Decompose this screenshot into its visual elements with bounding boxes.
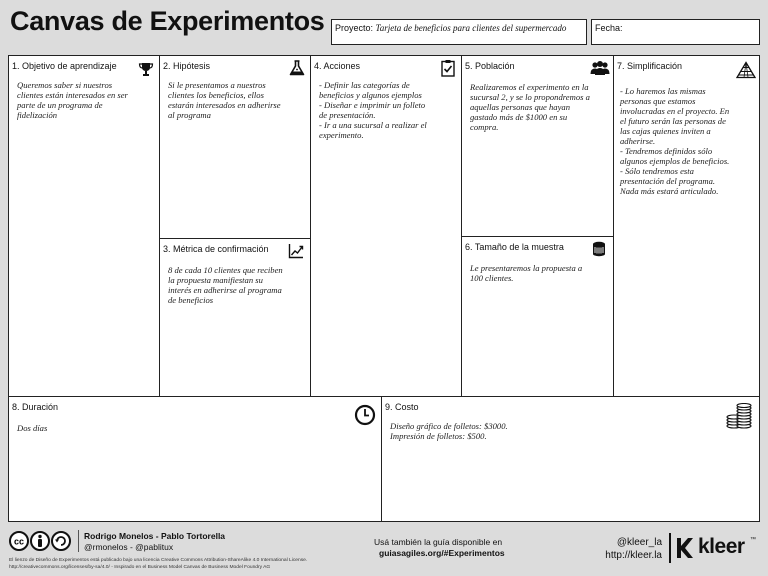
flask-icon xyxy=(288,59,306,82)
text-line: aquellas personas que hayan xyxy=(470,102,571,112)
text-line: - Tendremos definidos sólo xyxy=(620,146,713,156)
text-line: gastado más de $1000 en su xyxy=(470,112,568,122)
text-line: beneficios y algunos ejemplos xyxy=(319,90,422,100)
project-field[interactable] xyxy=(331,19,587,45)
section-metrica[interactable] xyxy=(160,239,310,396)
text-line: el futuro serán las personas de xyxy=(620,116,726,126)
logo-text: kleer xyxy=(698,535,745,558)
svg-text:cc: cc xyxy=(13,536,25,547)
kleer-logo xyxy=(676,537,756,559)
text-line: Si le presentamos a nuestros xyxy=(168,80,266,90)
license-text xyxy=(9,558,307,571)
section-text xyxy=(470,263,582,283)
clipboard-icon xyxy=(441,59,455,82)
text-line: - Sólo tendremos esta xyxy=(620,166,694,176)
text-line: Dos días xyxy=(17,423,48,433)
clock-icon xyxy=(354,404,376,431)
text-line: presentación del programa. xyxy=(620,176,716,186)
text-line: de beneficios xyxy=(168,295,214,305)
text-line: - Diseñar e imprimir un folleto xyxy=(319,100,426,110)
text-line: Diseño gráfico de folletos: $3000. xyxy=(390,421,508,431)
section-text xyxy=(319,80,427,140)
section-title: 8. Duración xyxy=(12,402,59,412)
text-line: interés en adherirse al programa xyxy=(168,285,282,295)
authors: Rodrigo Monelos - Pablo Tortorella xyxy=(84,531,226,541)
kleer-url[interactable]: http://kleer.la xyxy=(605,550,662,561)
section-title: 1. Objetivo de aprendizaje xyxy=(12,61,117,71)
section-title: 6. Tamaño de la muestra xyxy=(465,242,564,252)
text-line: de presentación. xyxy=(319,110,376,120)
section-poblacion[interactable] xyxy=(462,56,613,236)
text-line: 100 clientes. xyxy=(470,273,514,283)
section-title: 7. Simplificación xyxy=(617,61,683,71)
text-line: - Ir a una sucursal a realizar el xyxy=(319,120,427,130)
text-line: sucursal 2, y se lo propondremos a xyxy=(470,92,590,102)
section-text xyxy=(390,421,508,441)
text-line: las cajas quienes inviten a xyxy=(620,126,711,136)
chart-icon xyxy=(288,243,304,264)
section-text xyxy=(17,423,47,433)
guide-text: Usá también la guía disponible en xyxy=(374,537,503,547)
section-simplificacion[interactable] xyxy=(614,56,759,396)
section-hipotesis[interactable] xyxy=(160,56,310,238)
footer-divider xyxy=(78,530,79,552)
section-title: 9. Costo xyxy=(385,402,419,412)
section-costo[interactable] xyxy=(382,397,759,522)
text-line: Le presentaremos la propuesta a xyxy=(470,263,583,273)
project-label: Proyecto: xyxy=(335,23,374,33)
text-line: personas que estamos xyxy=(620,96,696,106)
cc-icon xyxy=(10,532,28,550)
project-value: Tarjeta de beneficios para clientes del supermercado xyxy=(375,23,567,33)
date-label: Fecha: xyxy=(595,23,623,33)
text-line: compra. xyxy=(470,122,499,132)
section-title: 3. Métrica de confirmación xyxy=(163,244,269,254)
text-line: involucradas en el proyecto. En xyxy=(620,106,730,116)
section-title: 5. Población xyxy=(465,61,515,71)
text-line: la propuesta manifiestan su xyxy=(168,275,263,285)
section-objetivo[interactable] xyxy=(9,56,159,396)
section-text xyxy=(620,86,729,196)
text-line: Realizaremos el experimento en la xyxy=(470,82,589,92)
sa-icon xyxy=(52,532,70,550)
date-field[interactable] xyxy=(591,19,760,45)
section-text xyxy=(470,82,590,132)
text-line: experimento. xyxy=(319,130,364,140)
license-line: El lienzo de Diseño de Experimentos está publicado bajo una licencia Creative Commons Attribution-ShareAlike 4.0 International License. xyxy=(9,558,308,563)
section-acciones[interactable] xyxy=(311,56,461,396)
text-line: Impresión de folletos: $500. xyxy=(390,431,487,441)
text-line: clientes están interesados en ser xyxy=(17,90,128,100)
text-line: Queremos saber si nuestros xyxy=(17,80,113,90)
text-line: adherirse. xyxy=(620,136,656,146)
license-url[interactable]: http://creativecommons.org/licenses/by-sa/4.0/ - Inspirado en el Business Model Canvas de Business Model Foundry AG xyxy=(9,564,271,570)
text-line: algunos ejemplos de beneficios. xyxy=(620,156,730,166)
text-line: Nada más estará articulado. xyxy=(620,186,719,196)
section-text xyxy=(168,265,283,305)
text-line: al programa xyxy=(168,110,211,120)
text-line: - Lo haremos las mismas xyxy=(620,86,706,96)
logo-mark: ™ xyxy=(750,537,756,543)
section-muestra[interactable] xyxy=(462,237,613,396)
section-duracion[interactable] xyxy=(9,397,381,522)
license-icons xyxy=(9,530,73,552)
pyramid-icon xyxy=(736,61,756,84)
experiment-canvas xyxy=(8,55,760,522)
coin-stack-icon xyxy=(592,241,606,262)
text-line: - Definir las categorías de xyxy=(319,80,410,90)
section-text xyxy=(168,80,281,120)
text-line: 8 de cada 10 clientes que reciben xyxy=(168,265,283,275)
people-icon xyxy=(590,60,610,81)
page-title: Canvas de Experimentos xyxy=(10,6,325,36)
trophy-icon xyxy=(138,61,154,82)
section-text xyxy=(17,80,128,120)
section-title: 2. Hipótesis xyxy=(163,61,211,71)
kleer-handle[interactable]: @kleer_la xyxy=(616,537,662,548)
text-line: estarán interesados en adherirse xyxy=(168,100,281,110)
section-title: 4. Acciones xyxy=(314,61,361,71)
coins-icon xyxy=(725,403,753,434)
text-line: parte de un programa de xyxy=(17,100,103,110)
text-line: clientes los beneficios, ellos xyxy=(168,90,264,100)
guide-link[interactable]: guiasagiles.org/#Experimentos xyxy=(379,548,505,558)
author-handles: @rmonelos - @pablitux xyxy=(84,542,174,552)
text-line: fidelización xyxy=(17,110,58,120)
footer-divider xyxy=(669,533,671,563)
by-icon xyxy=(31,532,49,550)
